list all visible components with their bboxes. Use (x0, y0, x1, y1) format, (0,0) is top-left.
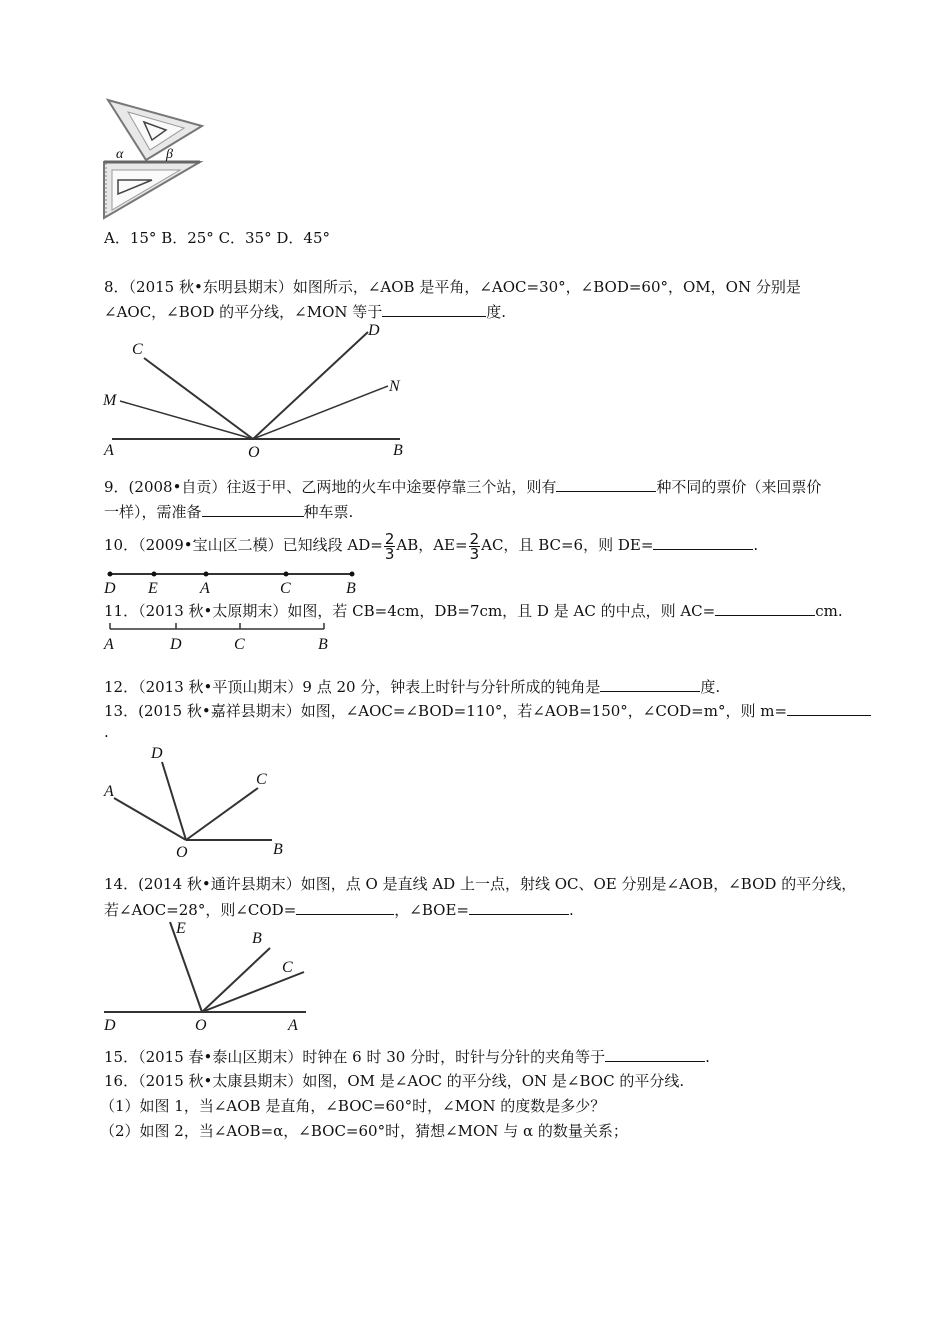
point-A: A (200, 580, 210, 597)
point-D: D (368, 322, 380, 339)
q15-line (104, 1046, 710, 1067)
set-squares-figure (100, 96, 210, 220)
q14-line1: 14．(2014 秋•通许县期末）如图，点 O 是直线 AD 上一点，射线 OC、OE 分别是∠AOB，∠BOD 的平分线， (104, 875, 857, 893)
point-O: O (195, 1017, 207, 1034)
q10-answer-blank[interactable] (653, 534, 753, 550)
q9-line2 (104, 501, 353, 522)
q9-line1 (104, 476, 821, 497)
q16-sub2: （2）如图 2，当∠AOB=α，∠BOC=60°时，猜想∠MON 与 α 的数量关系； (100, 1122, 628, 1140)
point-A: A (288, 1017, 298, 1034)
q12-unit: 度. (700, 678, 721, 696)
q16-sub1: （1）如图 1，当∠AOB 是直角，∠BOC=60°时，∠MON 的度数是多少？ (100, 1097, 606, 1115)
q8-line2-text: ∠AOC，∠BOD 的平分线，∠MON 等于 (104, 303, 383, 321)
point-C: C (234, 636, 245, 653)
q14-answer-blank-2[interactable] (469, 899, 569, 915)
q10-frac2-den: 3 (469, 544, 480, 563)
point-B: B (346, 580, 356, 597)
point-N: N (389, 378, 400, 395)
point-C: C (282, 959, 293, 976)
q10-text-post: AC，且 BC=6，则 DE= (481, 536, 654, 554)
q9-line2-text: 一样），需准备 (104, 503, 202, 521)
point-O: O (176, 844, 188, 861)
q11-line (104, 600, 843, 621)
q14-line2-end: . (568, 901, 574, 919)
point-C: C (256, 771, 267, 788)
point-A: A (104, 636, 114, 653)
point-B: B (393, 442, 403, 459)
point-D: D (170, 636, 182, 653)
q10-frac1-den: 3 (384, 544, 395, 563)
q8-figure (100, 318, 420, 464)
q13-figure (100, 740, 300, 864)
q11-unit: cm. (815, 602, 843, 620)
q16-line: 16．（2015 秋•太康县期末）如图，OM 是∠AOC 的平分线，ON 是∠BOC 的平分线. (104, 1072, 685, 1090)
point-C: C (132, 341, 143, 358)
q14-line2-mid: ，∠BOE= (394, 901, 469, 919)
beta-label: β (166, 147, 173, 162)
q9-answer-blank-1[interactable] (556, 476, 656, 492)
q13-end: . (104, 723, 109, 741)
q9-line2-tail: 种车票. (303, 503, 354, 521)
q8-answer-blank[interactable] (382, 301, 486, 317)
q13-text: 13．(2015 秋•嘉祥县期末）如图，∠AOC=∠BOD=110°，若∠AOB=150°，∠COD=m°，则 m= (104, 702, 788, 720)
q15-text: 15．（2015 春•泰山区期末）时钟在 6 时 30 分时，时针与分针的夹角等于 (104, 1048, 606, 1066)
q10-fraction-1 (384, 529, 396, 563)
alpha-label: α (116, 147, 124, 162)
q12-text: 12．（2013 秋•平顶山期末）9 点 20 分，钟表上时针与分针所成的钝角是 (104, 678, 601, 696)
point-A: A (104, 442, 114, 459)
q15-end: . (705, 1048, 710, 1066)
q9-answer-blank-2[interactable] (202, 501, 304, 517)
q12-answer-blank[interactable] (600, 676, 700, 692)
q8-line1: 8．（2015 秋•东明县期末）如图所示，∠AOB 是平角，∠AOC=30°，∠BOD=60°，OM，ON 分别是 (104, 278, 801, 296)
q15-answer-blank[interactable] (605, 1046, 705, 1062)
point-E: E (148, 580, 158, 597)
q10-frac1-num: 2 (384, 529, 395, 548)
q10-line (104, 528, 758, 562)
q10-figure (100, 566, 370, 598)
q14-line2-text: 若∠AOC=28°，则∠COD= (104, 901, 297, 919)
q12-line (104, 676, 720, 697)
point-C: C (280, 580, 291, 597)
q9-line1-tail: 种不同的票价（来回票价 (656, 478, 822, 496)
point-D: D (104, 1017, 116, 1034)
point-B: B (318, 636, 328, 653)
q14-figure (100, 916, 315, 1036)
q14-answer-blank-1[interactable] (296, 899, 394, 915)
q11-text: 11．（2013 秋•太原期末）如图，若 CB=4cm，DB=7cm，且 D 是 AC 的中点，则 AC= (104, 602, 716, 620)
q8-unit: 度. (486, 303, 507, 321)
point-B: B (252, 930, 262, 947)
q9-line1-text: 9．(2008•自贡）往返于甲、乙两地的火车中途要停靠三个站，则有 (104, 478, 557, 496)
q10-end: . (753, 536, 759, 554)
point-O: O (248, 444, 260, 461)
q13-line (104, 700, 871, 721)
q11-figure (100, 620, 350, 656)
point-M: M (103, 392, 117, 409)
point-D: D (151, 745, 163, 762)
q11-answer-blank[interactable] (715, 600, 815, 616)
q10-text-pre: 10．（2009•宝山区二模）已知线段 AD= (104, 536, 383, 554)
point-D: D (104, 580, 116, 597)
q13-answer-blank[interactable] (787, 700, 871, 716)
q10-fraction-2 (469, 529, 481, 563)
point-A: A (104, 783, 114, 800)
q10-text-mid: AB，AE= (396, 536, 468, 554)
q10-frac2-num: 2 (469, 529, 480, 548)
point-B: B (273, 841, 283, 858)
q7-options: A．15° B．25° C．35° D．45° (104, 229, 331, 247)
point-E: E (176, 920, 186, 937)
